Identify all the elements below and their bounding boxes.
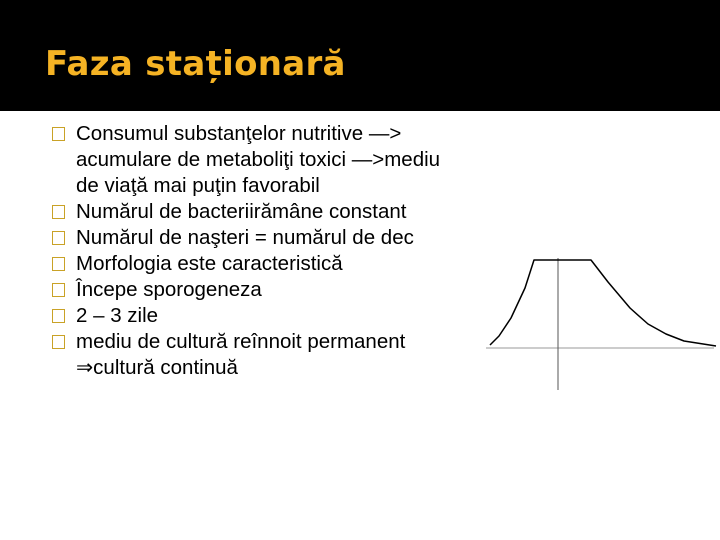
square-bullet-icon (52, 205, 65, 219)
bullet-item (52, 329, 522, 381)
bullet-item (52, 303, 522, 329)
bullet-item (52, 277, 522, 303)
bullet-text: mediu de cultură reînnoit permanent (76, 330, 406, 353)
square-bullet-icon (52, 309, 65, 323)
bullet-text: Numărul de bacteriirămâne constant (76, 200, 407, 223)
square-bullet-icon (52, 283, 65, 297)
bullet-text: Numărul de naşteri = numărul de dec (76, 226, 414, 249)
growth-curve-diagram (468, 240, 718, 400)
bullet-list (52, 121, 522, 381)
square-bullet-icon (52, 231, 65, 245)
bullet-text: Începe sporogeneza (76, 278, 262, 301)
slide-title: Faza staționară (45, 44, 346, 84)
growth-curve-svg (468, 240, 718, 400)
bullet-item (52, 199, 522, 225)
bullet-item (52, 225, 522, 251)
bullet-text: de viaţă mai puţin favorabil (76, 174, 320, 197)
bullet-text: ⇒cultură continuă (76, 356, 238, 379)
bullet-text: acumulare de metaboliţi toxici —>mediu (76, 148, 441, 171)
square-bullet-icon (52, 335, 65, 349)
bullet-item (52, 121, 522, 199)
growth-curve-line (490, 260, 716, 346)
bullet-item (52, 251, 522, 277)
bullet-text: Morfologia este caracteristică (76, 252, 343, 275)
bullet-text: 2 – 3 zile (76, 304, 159, 327)
square-bullet-icon (52, 257, 65, 271)
bullet-text: Consumul substanţelor nutritive —> (76, 122, 402, 145)
square-bullet-icon (52, 127, 65, 141)
